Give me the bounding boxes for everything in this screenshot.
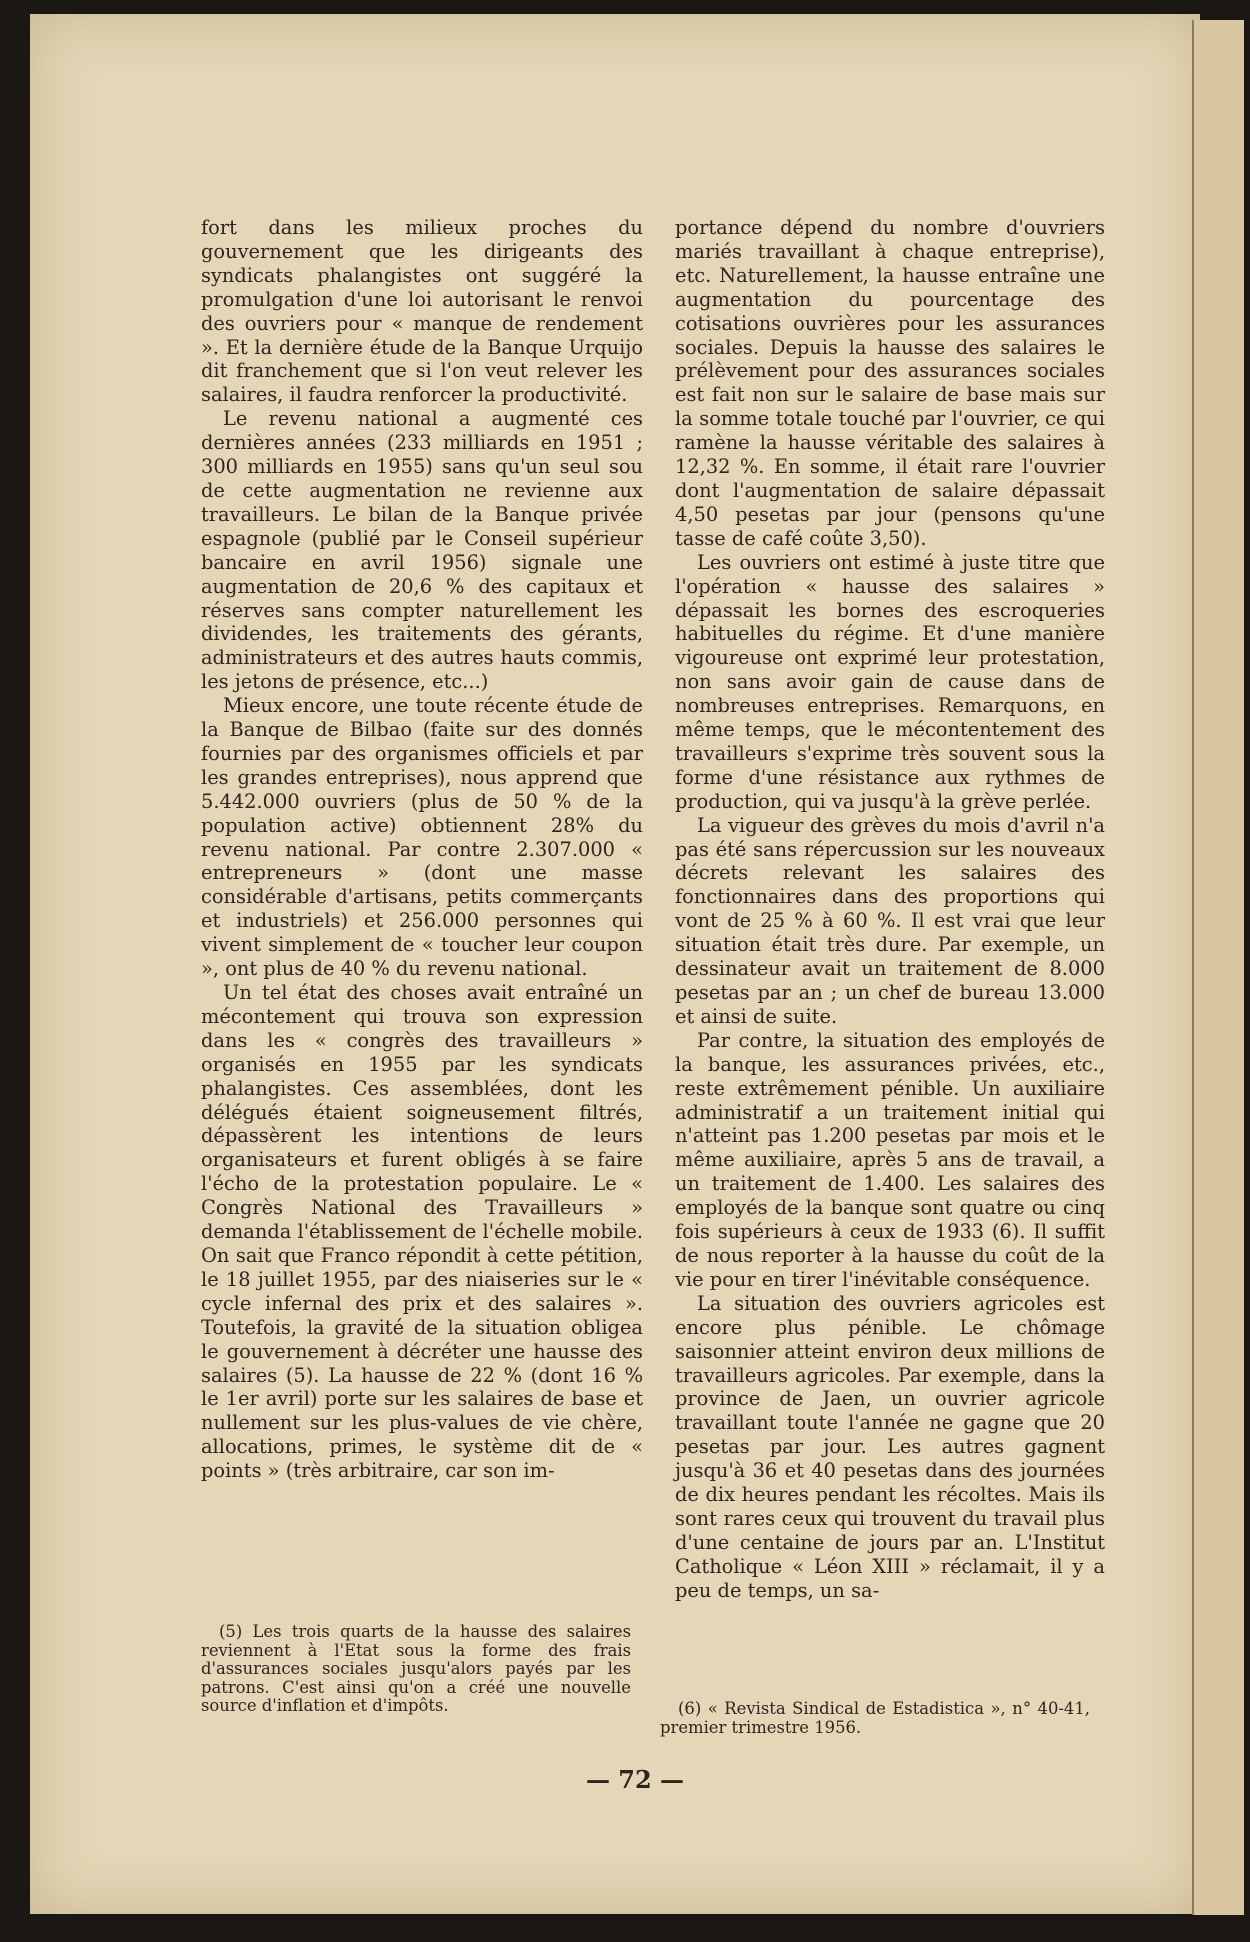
paragraph: Le revenu national a augmenté ces dernières années (233 milliards en 1951 ; 300 milliards en 1955) sans qu'un seul sou de cette augmentation ne revienne aux travailleurs. Le bilan de la Banque privée espagnole (publié par le Conseil supérieur bancaire en avril 1956) signale une augmentation de 20,6 % des capitaux et réserves sans compter naturellement les dividendes, les traitements des gérants, administrateurs et des autres hauts commis, les jetons de présence, etc...) <box>201 407 643 694</box>
paragraph: fort dans les milieux proches du gouvernement que les dirigeants des syndicats phalangistes ont suggéré la promulgation d'une loi autorisant le renvoi des ouvriers pour « manque de rendement ». Et la dernière étude de la Banque Urquijo dit franchement que si l'on veut relever les salaires, il faudra renforcer la productivité. <box>201 216 643 407</box>
paragraph: La situation des ouvriers agricoles est encore plus pénible. Le chômage saisonnier atteint environ deux millions de travailleurs agricoles. Par exemple, dans la province de Jaen, un ouvrier agricole travaillant toute l'année ne gagne que 20 pesetas par jour. Les autres gagnent jusqu'à 36 et 40 pesetas dans des journées de dix heures pendant les récoltes. Mais ils sont rares ceux qui trouvent du travail plus d'une centaine de jours par an. L'Institut Catholique « Léon XIII » réclamait, il y a peu de temps, un sa- <box>675 1291 1105 1602</box>
paragraph: portance dépend du nombre d'ouvriers mariés travaillant à chaque entreprise), etc. Naturellement, la hausse entraîne une augmentation du pourcentage des cotisations ouvrières pour les assurances sociales. Depuis la hausse des salaires le prélèvement pour des assurances sociales est fait non sur le salaire de base mais sur la somme totale touché par l'ouvrier, ce qui ramène la hausse véritable des salaires à 12,32 %. En somme, il était rare l'ouvrier dont l'augmentation de salaire dépassait 4,50 pesetas par jour (pensons qu'une tasse de café coûte 3,50). <box>675 216 1105 550</box>
paragraph: La vigueur des grèves du mois d'avril n'a pas été sans répercussion sur les nouveaux décrets relevant les salaires des fonctionnaires dans des proportions qui vont de 25 % à 60 %. Il est vrai que leur situation était très dure. Par exemple, un dessinateur avait un traitement de 8.000 pesetas par an ; un chef de bureau 13.000 et ainsi de suite. <box>675 813 1105 1028</box>
paragraph: Par contre, la situation des employés de la banque, les assurances privées, etc., reste extrêmement pénible. Un auxiliaire administratif a un traitement initial qui n'atteint pas 1.200 pesetas par mois et le même auxiliaire, après 5 ans de travail, a un traitement de 1.400. Les salaires des employés de la banque sont quatre ou cinq fois supérieurs à ceux de 1933 (6). Il suffit de nous reporter à la hausse du coût de la vie pour en tirer l'inévitable conséquence. <box>675 1028 1105 1291</box>
page-number: — 72 — <box>585 1765 685 1794</box>
footnote-6 <box>660 1700 1090 1737</box>
paragraph: Un tel état des choses avait entraîné un mécontement qui trouva son expression dans les « congrès des travailleurs » organisés en 1955 par les syndicats phalangistes. Ces assemblées, dont les délégués étaient soigneusement filtrés, dépassèrent les intentions de leurs organisateurs et furent obligés à se faire l'écho de la protestation populaire. Le « Congrès National des Travailleurs » demanda l'établissement de l'échelle mobile. On sait que Franco répondit à cette pétition, le 18 juillet 1955, par des niaiseries sur le « cycle infernal des prix et des salaires ». Toutefois, la gravité de la situation obligea le gouvernement à décréter une hausse des salaires (5). La hausse de 22 % (dont 16 % le 1er avril) porte sur les salaires de base et nullement sur les plus-values de vie chère, allocations, primes, le système dit de « points » (très arbitraire, car son im- <box>201 981 643 1483</box>
footnote-text: (6) « Revista Sindical de Estadistica », n° 40-41, premier trimestre 1956. <box>660 1699 1090 1737</box>
left-text-column <box>201 216 643 1483</box>
footnote-text: (5) Les trois quarts de la hausse des salaires reviennent à l'Etat sous la forme des frais d'assurances sociales jusqu'alors payés par les patrons. C'est ainsi qu'on a créé une nouvelle source d'inflation et d'impôts. <box>201 1622 631 1716</box>
right-text-column <box>675 216 1105 1603</box>
adjacent-page-edge <box>1192 20 1244 1915</box>
footnote-5 <box>201 1623 631 1716</box>
paragraph: Mieux encore, une toute récente étude de la Banque de Bilbao (faite sur des donnés fournies par des organismes officiels et par les grandes entreprises), nous apprend que 5.442.000 ouvriers (plus de 50 % de la population active) obtiennent 28% du revenu national. Par contre 2.307.000 « entrepreneurs » (dont une masse considérable d'artisans, petits commerçants et industriels) et 256.000 personnes qui vivent simplement de « toucher leur coupon », ont plus de 40 % du revenu national. <box>201 694 643 981</box>
paragraph: Les ouvriers ont estimé à juste titre que l'opération « hausse des salaires » dépassait les bornes des escroqueries habituelles du régime. Et d'une manière vigoureuse ont exprimé leur protestation, non sans avoir gain de cause dans de nombreuses entreprises. Remarquons, en même temps, que le mécontentement des travailleurs s'exprime très souvent sous la forme d'une résistance aux rythmes de production, qui va jusqu'à la grève perlée. <box>675 550 1105 813</box>
